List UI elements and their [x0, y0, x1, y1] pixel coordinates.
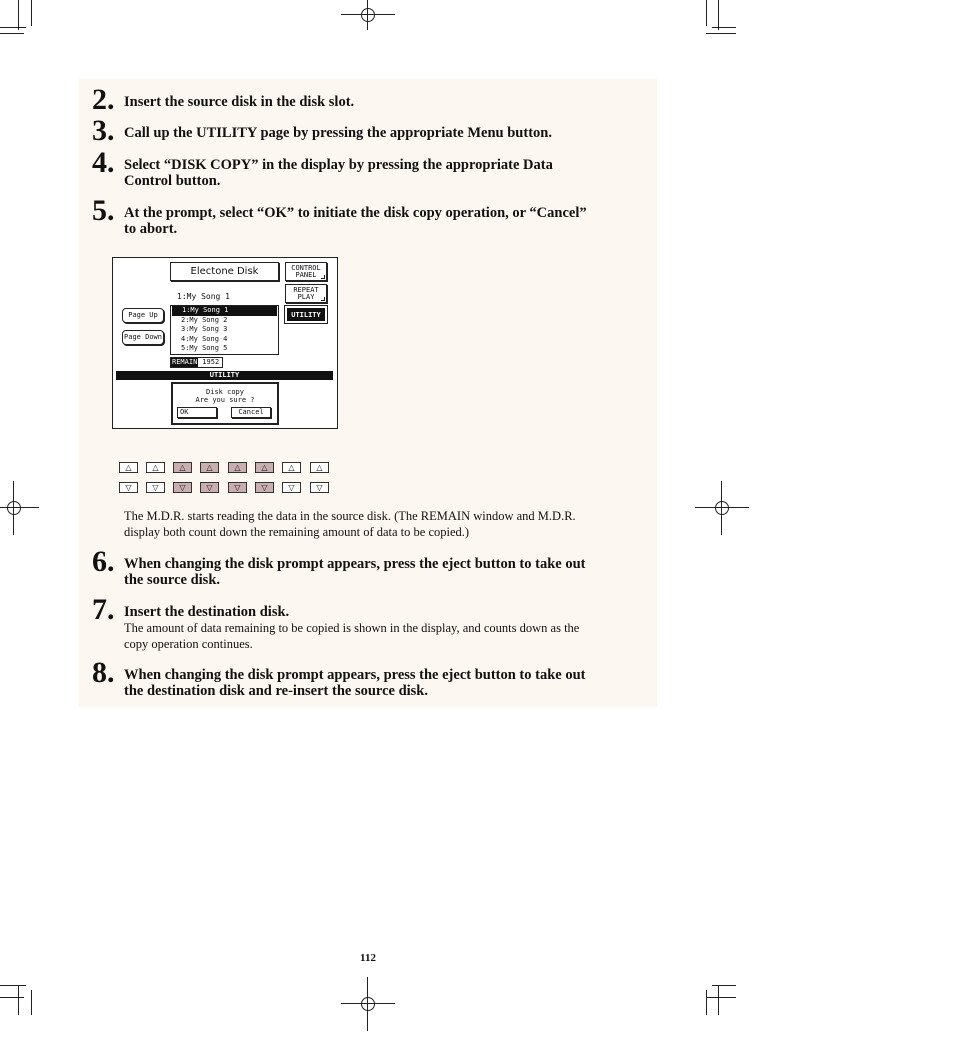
down-arrow-icon: ▽ — [152, 483, 159, 492]
up-arrow-icon: △ — [125, 463, 132, 472]
lcd-display — [112, 257, 338, 429]
data-down-button-4[interactable] — [200, 482, 219, 493]
data-up-button-3[interactable] — [173, 462, 192, 473]
data-down-button-1[interactable] — [119, 482, 138, 493]
page-up-button[interactable]: Page Up — [122, 308, 164, 323]
crop-mark — [18, 0, 19, 30]
down-arrow-icon: ▽ — [206, 483, 213, 492]
up-arrow-icon: △ — [261, 463, 268, 472]
remain-value: 1952 — [202, 358, 220, 366]
remain-window — [170, 357, 223, 368]
data-up-button-2[interactable] — [146, 462, 165, 473]
registration-mark — [0, 493, 29, 523]
utility-title-bar: UTILITY — [116, 371, 333, 380]
crop-mark — [712, 27, 736, 28]
crop-mark — [718, 0, 719, 30]
crop-mark — [712, 985, 736, 986]
crop-mark — [706, 0, 707, 26]
step-text-line2: Control button. — [124, 173, 221, 189]
step-text-line2: to abort. — [124, 221, 178, 237]
song-list — [170, 305, 279, 355]
up-arrow-icon: △ — [288, 463, 295, 472]
remain-label: REMAIN — [172, 358, 198, 366]
crop-mark — [31, 990, 32, 1015]
down-arrow-icon: ▽ — [316, 483, 323, 492]
step-text-line1: Select “DISK COPY” in the display by pressing the appropriate Data — [124, 157, 553, 173]
data-up-button-4[interactable] — [200, 462, 219, 473]
up-arrow-icon: △ — [316, 463, 323, 472]
up-arrow-icon: △ — [206, 463, 213, 472]
data-up-button-7[interactable] — [282, 462, 301, 473]
step-text-line1: At the prompt, select “OK” to initiate the disk copy operation, or “Cancel” — [124, 205, 587, 221]
down-arrow-icon: ▽ — [179, 483, 186, 492]
dialog-message-line1: Disk copy — [206, 388, 244, 396]
registration-mark — [353, 0, 383, 30]
down-arrow-icon: ▽ — [261, 483, 268, 492]
dialog-message-line2: Are you sure ? — [195, 396, 255, 404]
up-arrow-icon: △ — [179, 463, 186, 472]
data-up-button-5[interactable] — [228, 462, 247, 473]
control-panel-button[interactable]: CONTROL PANEL — [285, 262, 327, 281]
crop-mark — [18, 985, 19, 1015]
lcd-title: Electone Disk — [170, 262, 279, 281]
up-arrow-icon: △ — [234, 463, 241, 472]
crop-mark — [31, 0, 32, 26]
registration-mark — [353, 989, 383, 1019]
crop-mark — [706, 990, 707, 1015]
page-down-button[interactable]: Page Down — [122, 330, 164, 345]
step-text: Insert the source disk in the disk slot. — [124, 94, 355, 110]
step-subtext-line2: copy operation continues. — [124, 637, 253, 651]
data-down-button-6[interactable] — [255, 482, 274, 493]
step-text: Call up the UTILITY page by pressing the appropriate Menu button. — [124, 125, 552, 141]
song-list-item[interactable]: 3:My Song 3 — [181, 325, 228, 333]
page-number: 112 — [360, 952, 376, 964]
data-down-button-7[interactable] — [282, 482, 301, 493]
song-list-item[interactable]: 4:My Song 4 — [181, 334, 228, 343]
down-arrow-icon: ▽ — [125, 483, 132, 492]
step-number: 7. — [92, 593, 115, 626]
step-text-line2: the source disk. — [124, 572, 221, 588]
step-text-line1: When changing the disk prompt appears, press the eject button to take out — [124, 667, 586, 683]
crop-mark — [0, 33, 24, 34]
song-list-item[interactable]: 5:My Song 5 — [181, 344, 228, 352]
crop-mark — [0, 985, 26, 986]
step-number: 4. — [92, 146, 115, 179]
step-text-line2: the destination disk and re-insert the source disk. — [124, 683, 428, 699]
crop-mark — [706, 997, 736, 998]
step-number: 6. — [92, 545, 115, 578]
data-up-button-1[interactable] — [119, 462, 138, 473]
step-number: 5. — [92, 194, 115, 227]
data-down-button-8[interactable] — [310, 482, 329, 493]
submenu-corner-icon — [321, 297, 325, 301]
step-subtext-line1: The amount of data remaining to be copied is shown in the display, and counts down as the — [124, 621, 580, 635]
utility-button[interactable]: UTILITY — [285, 306, 327, 323]
step-text: Insert the destination disk. — [124, 604, 290, 620]
data-down-button-5[interactable] — [228, 482, 247, 493]
song-list-item[interactable]: 1:My Song 1 — [172, 306, 277, 316]
up-arrow-icon: △ — [152, 463, 159, 472]
current-song-name: 1:My Song 1 — [177, 292, 230, 301]
step-number: 2. — [92, 83, 115, 116]
crop-mark — [0, 997, 24, 998]
step-number: 3. — [92, 114, 115, 147]
ok-button[interactable]: OK — [177, 407, 217, 418]
repeat-play-button[interactable]: REPEAT PLAY — [285, 284, 327, 303]
cancel-button[interactable]: Cancel — [231, 407, 271, 418]
note-text: The M.D.R. starts reading the data in the source disk. (The REMAIN window and M.D.R. display both count down the remaining amount of data to be copied.) — [124, 509, 576, 539]
registration-mark — [707, 493, 737, 523]
data-up-button-6[interactable] — [255, 462, 274, 473]
step-number: 8. — [92, 656, 115, 689]
data-down-button-2[interactable] — [146, 482, 165, 493]
disk-copy-dialog — [171, 382, 279, 425]
data-up-button-8[interactable] — [310, 462, 329, 473]
down-arrow-icon: ▽ — [288, 483, 295, 492]
song-list-item[interactable]: 2:My Song 2 — [181, 315, 228, 324]
down-arrow-icon: ▽ — [234, 483, 241, 492]
crop-mark — [0, 27, 26, 28]
crop-mark — [706, 33, 736, 34]
step-text-line1: When changing the disk prompt appears, press the eject button to take out — [124, 556, 586, 572]
submenu-corner-icon — [321, 275, 325, 279]
data-down-button-3[interactable] — [173, 482, 192, 493]
crop-mark — [718, 985, 719, 1015]
